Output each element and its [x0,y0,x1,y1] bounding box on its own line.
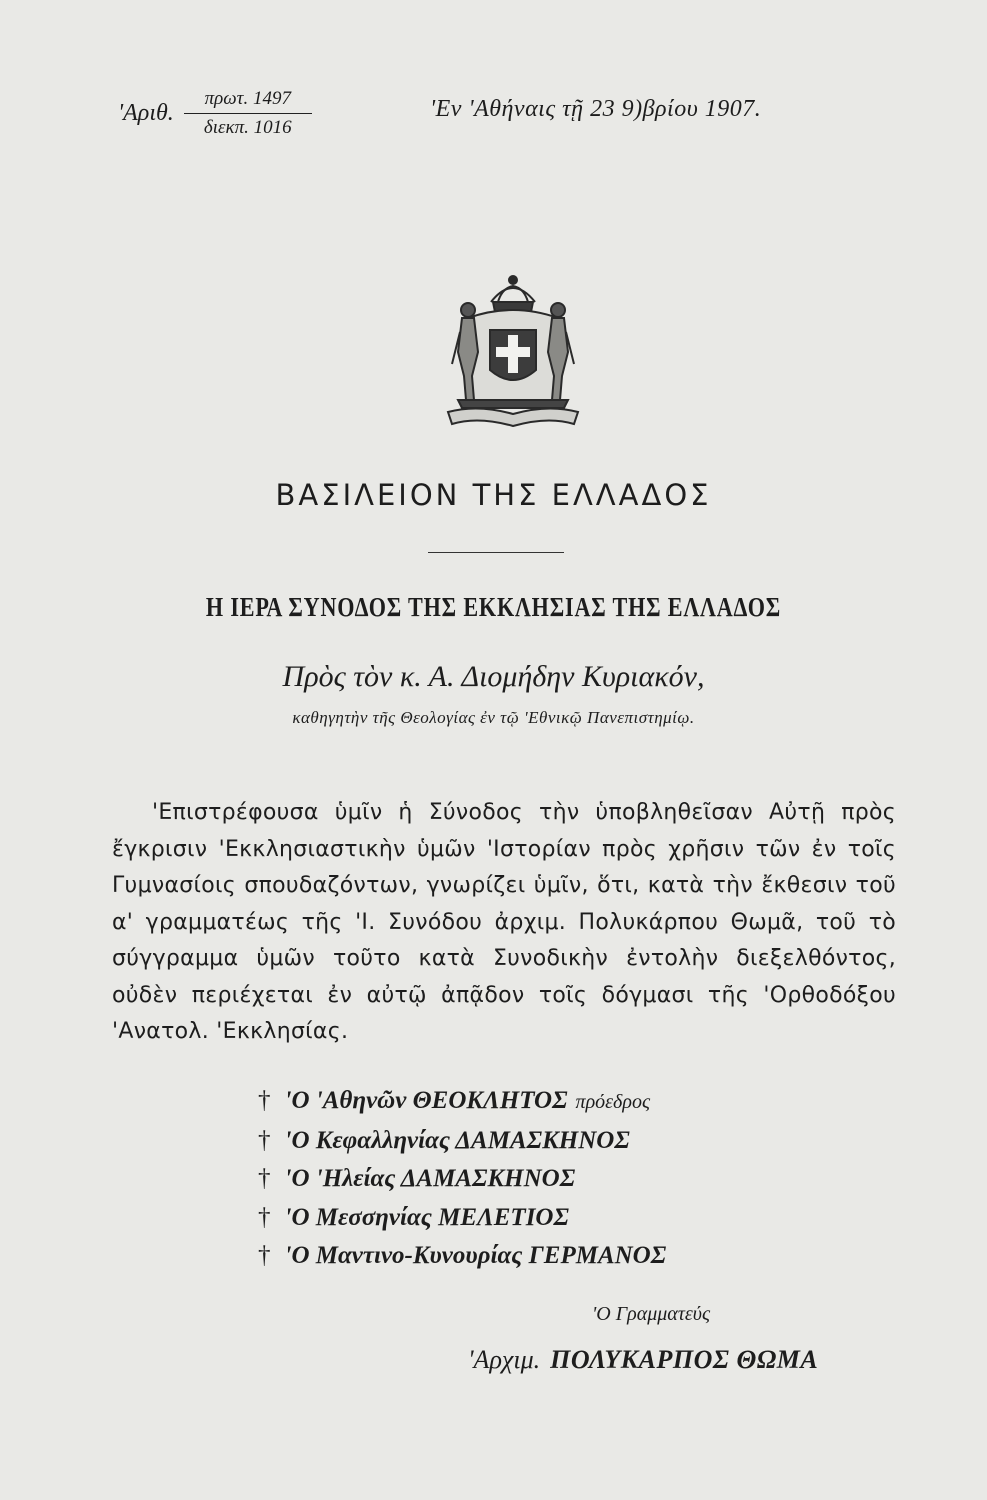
cross-icon: † [258,1242,271,1269]
cross-icon: † [258,1165,271,1192]
signatory-name: 'Ο Μαντινο-Κυνουρίας ΓΕΡΜΑΝΟΣ [284,1242,667,1269]
secretary-signature [468,1345,818,1375]
cross-icon: † [258,1087,271,1114]
letter-body: 'Επιστρέφουσα ὑμῖν ἡ Σύνοδος τὴν ὑποβληθεῖσαν Αὐτῇ πρὸς ἔγκρισιν 'Εκκλησιαστικὴν ὑμῶν 'Ιστορίαν πρὸς χρῆσιν τῶν ἐν τοῖς Γυμνασίοις σπουδαζόντων, γνωρίζει ὑμῖν, ὅτι, κατὰ τὴν ἔκθεσιν τοῦ α' γραμματέως τῆς 'Ι. Συνόδου ἀρχιμ. Πολυκάρπου Θωμᾶ, τοῦ τὸ σύγγραμμα ὑμῶν τοῦτο κατὰ Συνοδικὴν ἐντολὴν διεξελθόντος, οὐδὲν περιέχεται ἐν αὐτῷ ἀπᾷδον τοῖς δόγμασι τῆς 'Ορθοδόξου 'Ανατολ. 'Εκκλησίας. [112,800,896,1044]
signatory [258,1160,666,1199]
reference-number [118,88,312,139]
signatory-name: 'Ο Κεφαλληνίας ΔΑΜΑΣΚΗΝΟΣ [284,1126,630,1154]
cross-icon: † [258,1126,271,1154]
signatory [258,1122,666,1161]
secretary-label: 'Ο Γραμματεύς [592,1303,711,1325]
reference-fraction [184,88,312,139]
signatory-name: 'Ο 'Ηλείας ΔΑΜΑΣΚΗΝΟΣ [284,1165,576,1192]
dispatch-number: διεκπ. 1016 [203,117,292,138]
reference-label: 'Αριθ. [118,100,174,126]
secretary-name: ΠΟΛΥΚΑΡΠΟΣ ΘΩΜΑ [550,1345,819,1374]
fraction-bar [184,113,312,114]
addressee-title: καθηγητὴν τῆς Θεολογίας ἐν τῷ 'Εθνικῷ Πανεπιστημίῳ. [292,708,695,727]
royal-coat-of-arms-icon [438,272,588,432]
addressee-name: Πρὸς τὸν κ. Α. Διομήδην Κυριακόν, [282,660,705,693]
signatory [258,1082,666,1122]
secretary-prefix: 'Αρχιμ. [468,1345,541,1374]
signatory [258,1237,666,1276]
cross-icon: † [258,1203,271,1231]
protocol-number: πρωτ. 1497 [204,88,291,109]
synod-heading: Η ΙΕΡΑ ΣΥΝΟΔΟΣ ΤΗΣ ΕΚΚΛΗΣΙΑΣ ΤΗΣ ΕΛΛΑΔΟΣ [205,592,782,622]
signatory [258,1199,666,1238]
signatory-name: 'Ο 'Αθηνῶν ΘΕΟΚΛΗΤΟΣ [284,1087,568,1114]
heading-divider [428,552,564,553]
signatories-list [258,1082,666,1276]
signatory-name: 'Ο Μεσσηνίας ΜΕΛΕΤΙΟΣ [284,1203,569,1231]
kingdom-heading: ΒΑΣΙΛΕΙΟΝ ΤΗΣ ΕΛΛΑΔΟΣ [275,478,712,512]
signatory-role: πρόεδρος [575,1091,651,1113]
document-date: 'Εν 'Αθήναις τῇ 23 9)βρίου 1907. [430,96,762,122]
